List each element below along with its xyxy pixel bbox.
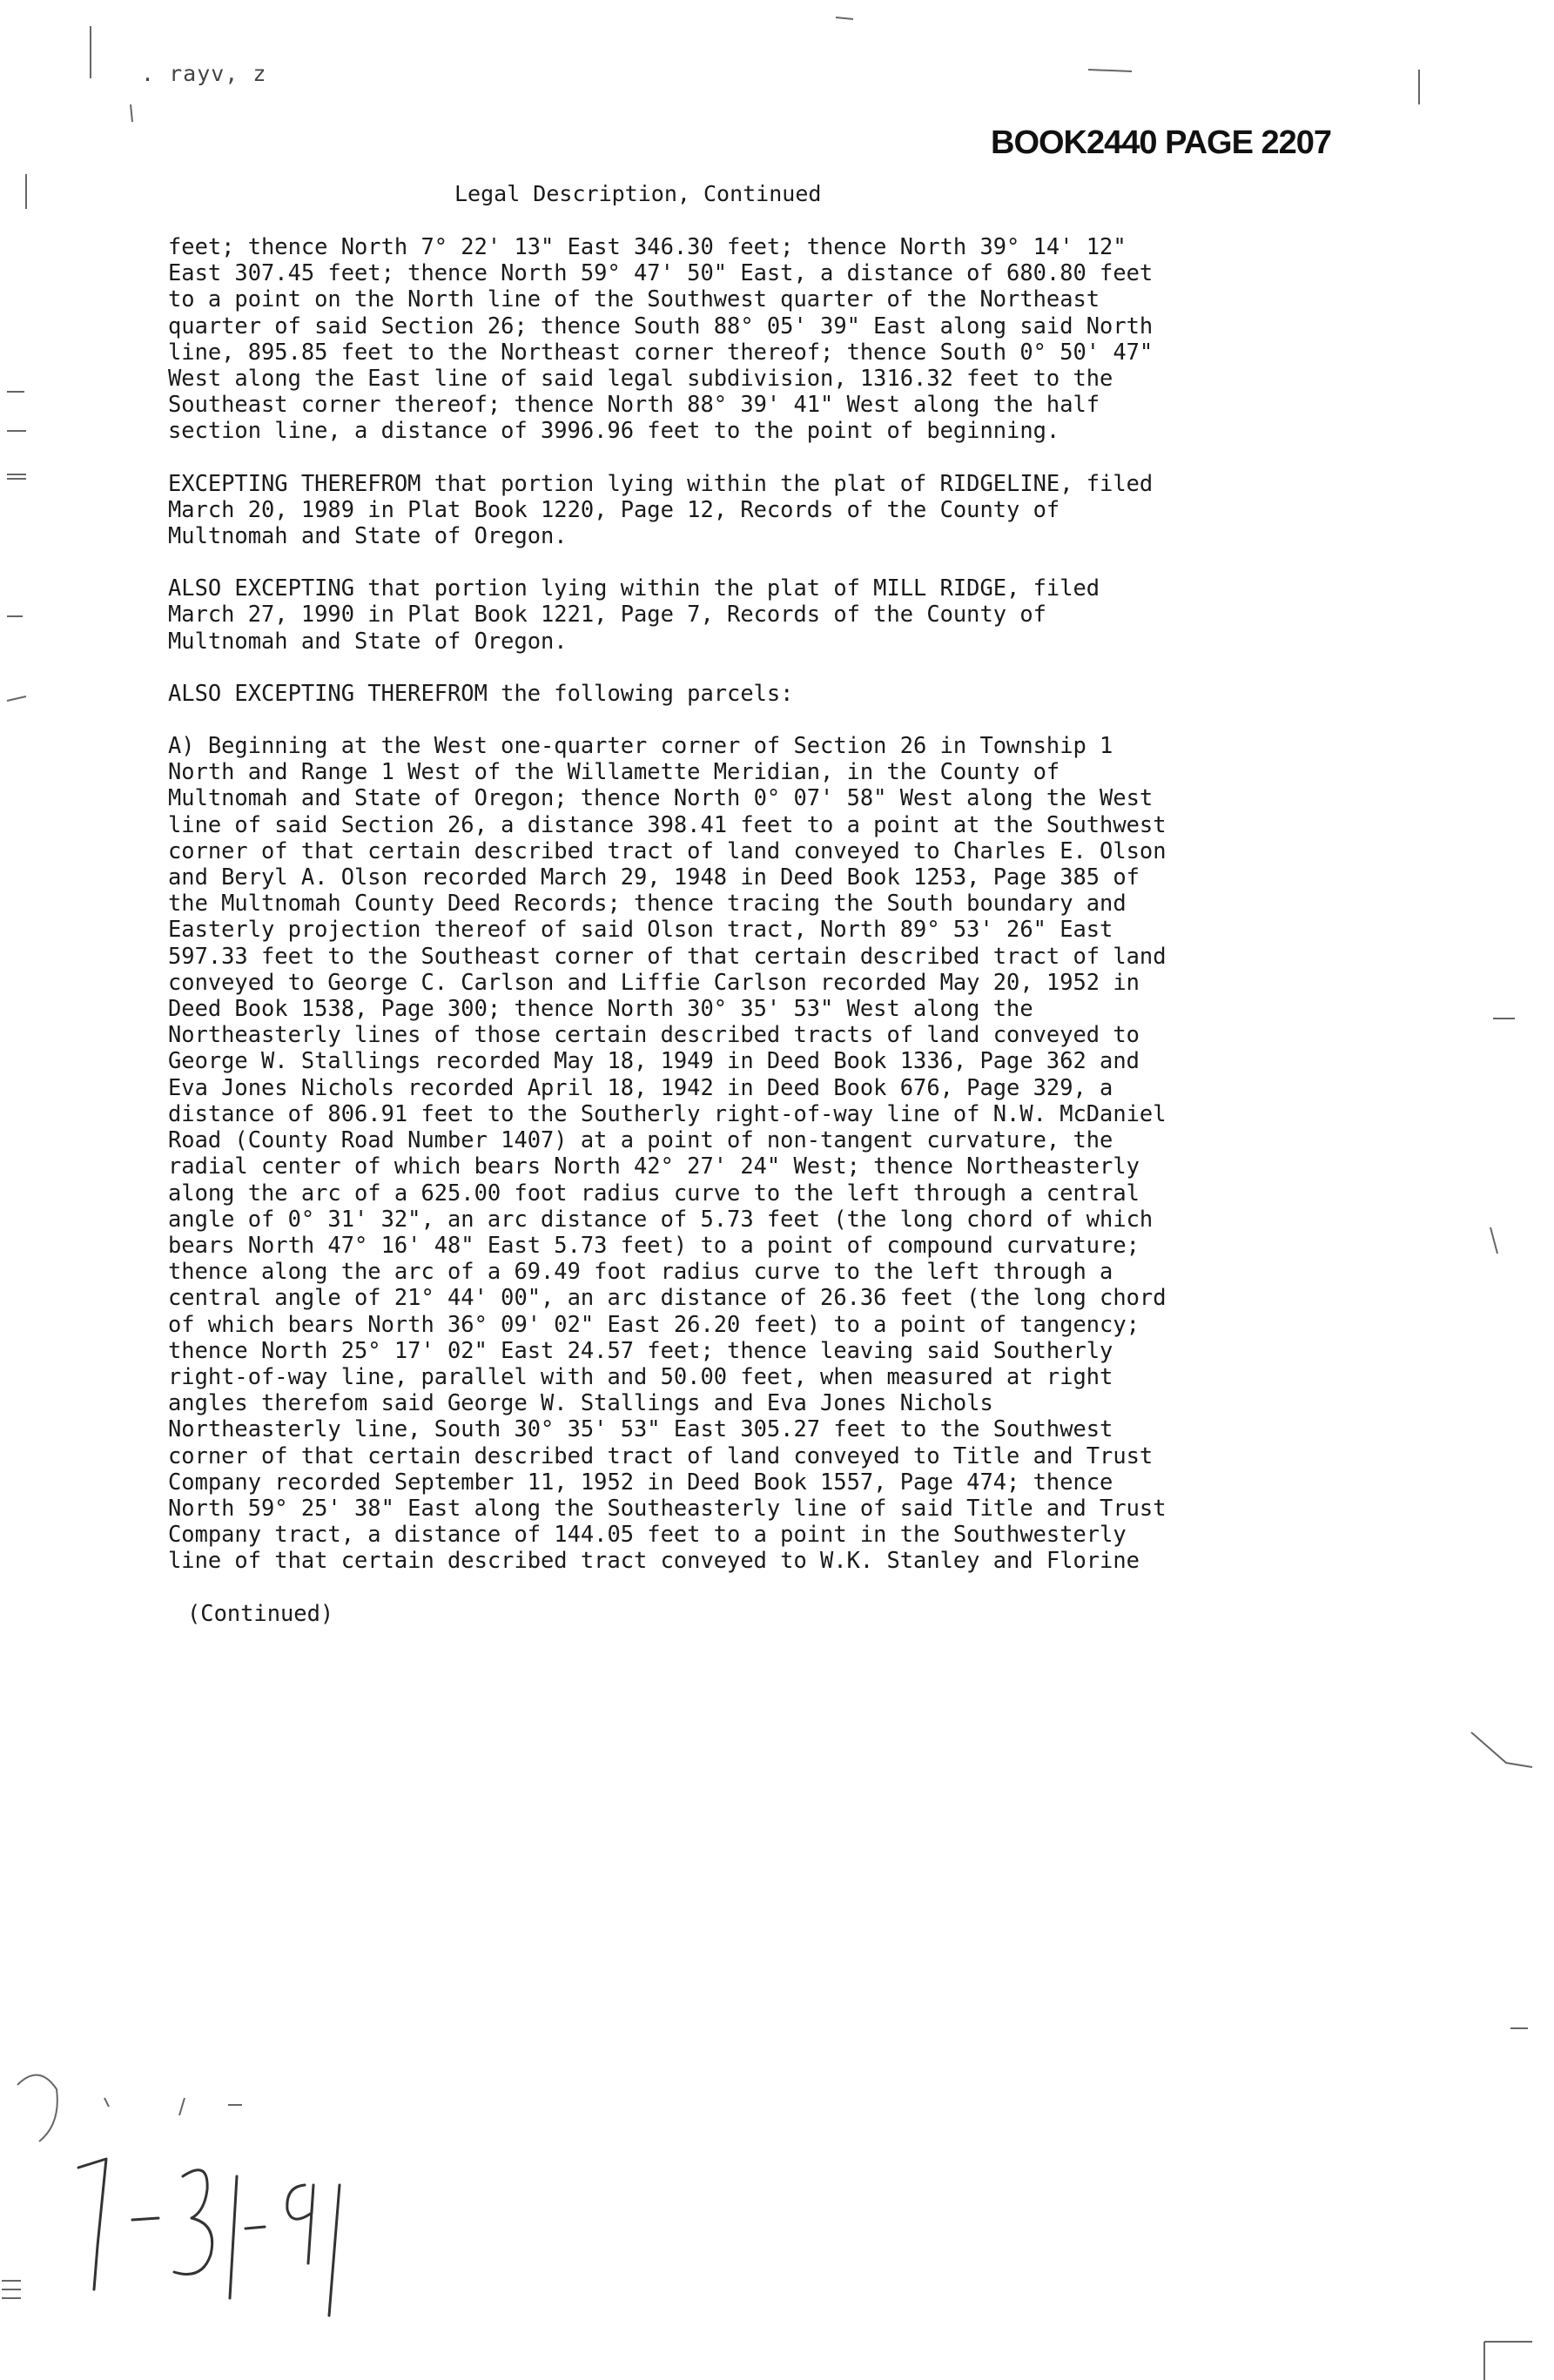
paragraph-parcel-a: A) Beginning at the West one-quarter corner of Section 26 in Township 1 North and Range 1 West of the Willamette Meridian, in the County of Multnomah and State of Oregon; thence North 0° 07' 58" West along the West line of said Section 26, a distance 398.41 feet to a point at the Southwest corner of that certain described tract of land conveyed to Charles E. Olson and Beryl A. Olson recorded March 29, 1948 in Deed Book 1253, Page 385 of the Multnomah County Deed Records; thence tracing the South boundary and Easterly projection thereof of said Olson tract, North 89° 53' 26" East 597.33 feet to the Southeast corner of that certain described tract of land conveyed to George C. Carlson and Liffie Carlson recorded May 20, 1952 in Deed Book 1538, Page 300; thence North 30° 35' 53" West along the Northeasterly lines of those certain described tracts of land conveyed to George W. Stallings recorded May 18, 1949 in Deed Book 1336, Page 362 and Eva Jones Nichols recorded April 18, 1942 in Deed Book 676, Page 329, a distance of 806.91 feet to the Southerly right-of-way line of N.W. McDaniel Road (County Road Number 1407) at a point of non-tangent curvature, the radial center of which bears North 42° 27' 24" West; thence Northeasterly along the arc of a 625.00 foot radius curve to the left through a central angle of 0° 31' 32", an arc distance of 5.73 feet (the long chord of which bears North 47° 16' 48" East 5.73 feet) to a point of compound curvature; thence along the arc of a 69.49 foot radius curve to the left through a central angle of 21° 44' 00", an arc distance of 26.36 feet (the long chord of which bears North 36° 09' 02" East 26.20 feet) to a point of tangency; thence North 25° 17' 02" East 24.57 feet; thence leaving said Southerly right-of-way line, parallel with and 50.00 feet, when measured at right angles therefom said George W. Stallings and Eva Jones Nichols Northeasterly line, South 30° 35' 53" East 305.27 feet to the Southwest corner of that certain described tract of land conveyed to Title and Trust Company recorded September 11, 1952 in Deed Book 1557, Page 474; thence North 59° 25' 38" East along the Southeasterly line of said Title and Trust Company tract, a distance of 144.05 feet to a point in the Southwesterly line of that certain described tract conveyed to W.K. Stanley and Florine <box>168 732 1167 1574</box>
paragraph-boundary-description: feet; thence North 7° 22' 13" East 346.30 feet; thence North 39° 14' 12" East 307.45 feet; thence North 59° 47' 50" East, a distance of 680.80 feet to a point on the North line of the Southwest quarter of the Northeast quarter of said Section 26; thence South 88° 05' 39" East along said North line, 895.85 feet to the Northeast corner thereof; thence South 0° 50' 47" West along the East line of said legal subdivision, 1316.32 feet to the Southeast corner thereof; thence North 88° 39' 41" West along the half section line, a distance of 3996.96 feet to the point of beginning. <box>168 233 1154 444</box>
paragraph-excepting-ridgeline: EXCEPTING THEREFROM that portion lying within the plat of RIDGELINE, filed March 20, 1989 in Plat Book 1220, Page 12, Records of the County of Multnomah and State of Oregon. <box>168 469 1154 549</box>
continued-label: (Continued) <box>187 1599 334 1626</box>
paragraph-excepting-mill-ridge: ALSO EXCEPTING that portion lying within the plat of MILL RIDGE, filed March 27, 1990 in Plat Book 1221, Page 7, Records of the County of Multnomah and State of Oregon. <box>168 575 1100 654</box>
paragraph-excepting-parcels: ALSO EXCEPTING THEREFROM the following parcels: <box>168 679 794 706</box>
page-heading: Legal Description, Continued <box>454 181 822 206</box>
book-page-stamp: BOOK2440 PAGE 2207 <box>991 124 1332 161</box>
page-number-label: . rayv, z <box>141 61 267 86</box>
